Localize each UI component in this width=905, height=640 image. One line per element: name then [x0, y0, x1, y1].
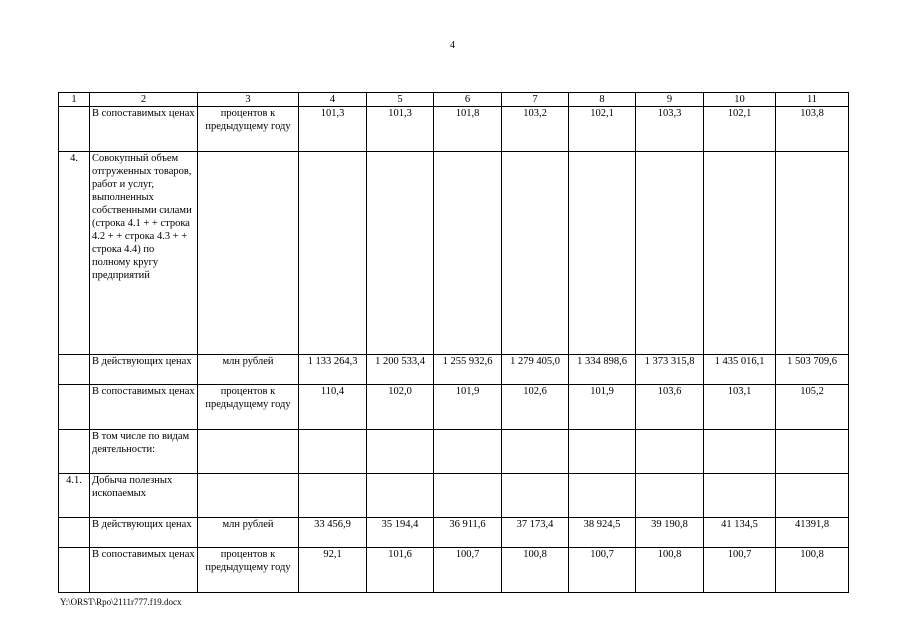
row-number: [59, 430, 90, 474]
row-description: В том числе по видам деятельности:: [90, 430, 198, 474]
value-cell: 100,7: [704, 548, 776, 593]
value-cell: [502, 430, 569, 474]
value-cell: [636, 430, 704, 474]
row-description: В действующих ценах: [90, 518, 198, 548]
row-number: 4.: [59, 152, 90, 355]
value-cell: 1 133 264,3: [299, 355, 367, 385]
row-number: [59, 107, 90, 152]
value-cell: 1 255 932,6: [434, 355, 502, 385]
row-number: [59, 518, 90, 548]
table-row: [59, 474, 849, 518]
column-number: 1: [59, 93, 90, 107]
file-path-footer: Y:\ORST\Rpo\2111r777.f19.docx: [60, 597, 182, 607]
value-cell: 101,9: [569, 385, 636, 430]
column-number: 7: [502, 93, 569, 107]
value-cell: [569, 474, 636, 518]
value-cell: 102,1: [704, 107, 776, 152]
value-cell: [299, 152, 367, 355]
value-cell: [367, 430, 434, 474]
value-cell: 100,8: [776, 548, 849, 593]
value-cell: 102,1: [569, 107, 636, 152]
value-cell: [367, 152, 434, 355]
value-cell: 41 134,5: [704, 518, 776, 548]
table-row: [59, 385, 849, 430]
value-cell: 39 190,8: [636, 518, 704, 548]
value-cell: [704, 474, 776, 518]
row-unit: млн рублей: [198, 518, 299, 548]
value-cell: 100,8: [636, 548, 704, 593]
row-description: В сопоставимых ценах: [90, 107, 198, 152]
value-cell: 37 173,4: [502, 518, 569, 548]
value-cell: [367, 474, 434, 518]
row-unit: процентов к предыдущему году: [198, 385, 299, 430]
value-cell: 100,8: [502, 548, 569, 593]
value-cell: 100,7: [434, 548, 502, 593]
value-cell: 103,1: [704, 385, 776, 430]
value-cell: [704, 430, 776, 474]
value-cell: [434, 430, 502, 474]
value-cell: [776, 430, 849, 474]
column-number: 9: [636, 93, 704, 107]
value-cell: [502, 152, 569, 355]
row-unit: [198, 430, 299, 474]
value-cell: 105,2: [776, 385, 849, 430]
value-cell: [776, 474, 849, 518]
table-row: [59, 152, 849, 355]
row-description: Добыча полезных ископаемых: [90, 474, 198, 518]
column-number: 3: [198, 93, 299, 107]
column-number: 8: [569, 93, 636, 107]
value-cell: [636, 152, 704, 355]
value-cell: 103,6: [636, 385, 704, 430]
data-table: [58, 92, 849, 593]
row-description: В действующих ценах: [90, 355, 198, 385]
column-number: 6: [434, 93, 502, 107]
value-cell: 102,6: [502, 385, 569, 430]
value-cell: [434, 152, 502, 355]
value-cell: 101,3: [367, 107, 434, 152]
value-cell: 101,8: [434, 107, 502, 152]
row-number: 4.1.: [59, 474, 90, 518]
value-cell: [569, 430, 636, 474]
value-cell: 1 279 405,0: [502, 355, 569, 385]
row-unit: млн рублей: [198, 355, 299, 385]
page-number: 4: [450, 40, 455, 51]
value-cell: 36 911,6: [434, 518, 502, 548]
row-unit: процентов к предыдущему году: [198, 107, 299, 152]
table-row: [59, 518, 849, 548]
column-number: 4: [299, 93, 367, 107]
row-number: [59, 355, 90, 385]
row-unit: [198, 152, 299, 355]
row-unit: [198, 474, 299, 518]
row-number: [59, 385, 90, 430]
value-cell: 35 194,4: [367, 518, 434, 548]
value-cell: 101,6: [367, 548, 434, 593]
row-unit: процентов к предыдущему году: [198, 548, 299, 593]
column-number: 10: [704, 93, 776, 107]
value-cell: 102,0: [367, 385, 434, 430]
value-cell: 33 456,9: [299, 518, 367, 548]
value-cell: 101,9: [434, 385, 502, 430]
column-number: 11: [776, 93, 849, 107]
value-cell: [776, 152, 849, 355]
value-cell: 1 503 709,6: [776, 355, 849, 385]
column-number: 5: [367, 93, 434, 107]
value-cell: [502, 474, 569, 518]
value-cell: [704, 152, 776, 355]
value-cell: 103,2: [502, 107, 569, 152]
value-cell: [299, 430, 367, 474]
row-description: В сопоставимых ценах: [90, 548, 198, 593]
value-cell: 1 334 898,6: [569, 355, 636, 385]
value-cell: 101,3: [299, 107, 367, 152]
table-row: [59, 107, 849, 152]
value-cell: 92,1: [299, 548, 367, 593]
row-description: Совокупный объем отгруженных товаров, работ и услуг, выполненных собственными силами (строка 4.1 + + строка 4.2 + + строка 4.3 + + строка 4.4) по полному кругу предприятий: [90, 152, 198, 355]
value-cell: 1 373 315,8: [636, 355, 704, 385]
row-description: В сопоставимых ценах: [90, 385, 198, 430]
column-number: 2: [90, 93, 198, 107]
value-cell: 103,3: [636, 107, 704, 152]
value-cell: [299, 474, 367, 518]
table-row: [59, 430, 849, 474]
value-cell: 41391,8: [776, 518, 849, 548]
value-cell: 100,7: [569, 548, 636, 593]
table-row: [59, 548, 849, 593]
table-row: [59, 355, 849, 385]
value-cell: 38 924,5: [569, 518, 636, 548]
value-cell: [636, 474, 704, 518]
column-number-row: [59, 93, 849, 107]
value-cell: 1 200 533,4: [367, 355, 434, 385]
value-cell: [569, 152, 636, 355]
row-number: [59, 548, 90, 593]
value-cell: [434, 474, 502, 518]
value-cell: 103,8: [776, 107, 849, 152]
value-cell: 110,4: [299, 385, 367, 430]
value-cell: 1 435 016,1: [704, 355, 776, 385]
